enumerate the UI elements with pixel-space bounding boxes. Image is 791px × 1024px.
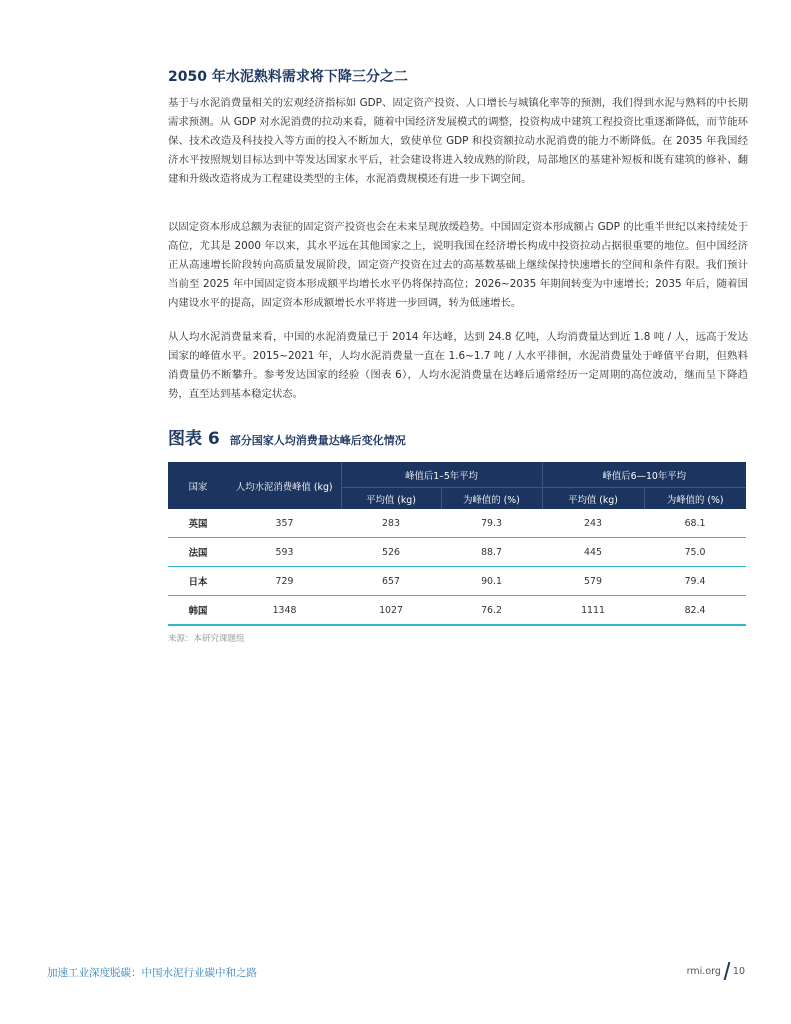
- cell-avg-1: 1027: [341, 596, 441, 626]
- header-avg-1: 平均值 (kg): [341, 488, 441, 510]
- cell-peak: 1348: [228, 596, 341, 626]
- cell-pct-2: 68.1: [644, 509, 746, 538]
- cell-pct-1: 88.7: [441, 538, 542, 567]
- cell-country: 英国: [168, 509, 228, 538]
- table-row: [168, 509, 746, 538]
- cell-avg-1: 283: [341, 509, 441, 538]
- paragraph-3: 从人均水泥消费量来看，中国的水泥消费量已于 2014 年达峰，达到 24.8 亿吨，人均消费量达到近 1.8 吨 / 人，远高于发达国家的峰值水平。2015~2021 年，人均水泥消费量一直在 1.6~1.7 吨 / 人水平徘徊，水泥消费量处于峰值平台期，但熟料消费量仍不断攀升。参考发达国家的经验（图表 6），人均水泥消费量在达峰后通常经历一定周期的高位波动，继而呈下降趋势，直至达到基本稳定状态。: [168, 331, 748, 400]
- footer-report-title: 加速工业深度脱碳：中国水泥行业碳中和之路: [47, 967, 257, 979]
- source-note: 来源：本研究课题组: [168, 634, 245, 644]
- figure-label: 图表 6: [168, 429, 220, 449]
- header-pct-2: 为峰值的 (%): [644, 488, 746, 510]
- figure-title: [168, 424, 406, 449]
- cell-pct-2: 79.4: [644, 567, 746, 596]
- table-row: [168, 538, 746, 567]
- cell-country: 日本: [168, 567, 228, 596]
- page-number: 10: [732, 965, 745, 977]
- table-row: [168, 567, 746, 596]
- footer-site-link[interactable]: rmi.org: [686, 965, 721, 977]
- cell-pct-1: 90.1: [441, 567, 542, 596]
- header-group-1-5: 峰值后1–5年平均: [341, 462, 542, 488]
- cell-avg-1: 657: [341, 567, 441, 596]
- header-country: 国家: [168, 462, 228, 509]
- cell-peak: 729: [228, 567, 341, 596]
- paragraph-1: 基于与水泥消费量相关的宏观经济指标如 GDP、固定资产投资、人口增长与城镇化率等的预测，我们得到水泥与熟料的中长期需求预测。从 GDP 对水泥消费的拉动来看，随着中国经济发展模式的调整，投资构成中建筑工程投资比重逐渐降低，而节能环保、技术改造及科技投入等方面的投入不断加大，致使单位 GDP 和投资额拉动水泥消费的能力不断降低。在 2035 年我国经济水平按照规划目标达到中等发达国家水平后，社会建设将进入较成熟的阶段，局部地区的基建补短板和既有建筑的修补、翻建和升级改造将成为工程建设类型的主体，水泥消费规模还有进一步下调空间。: [168, 97, 748, 185]
- header-peak: 人均水泥消费峰值 (kg): [228, 462, 341, 509]
- figure-caption: 部分国家人均消费量达峰后变化情况: [229, 434, 406, 447]
- header-pct-1: 为峰值的 (%): [441, 488, 542, 510]
- cell-pct-1: 76.2: [441, 596, 542, 626]
- cell-peak: 593: [228, 538, 341, 567]
- table-row: [168, 596, 746, 626]
- header-group-6-10: 峰值后6—10年平均: [542, 462, 746, 488]
- cell-pct-1: 79.3: [441, 509, 542, 538]
- cell-peak: 357: [228, 509, 341, 538]
- cell-avg-2: 579: [542, 567, 644, 596]
- footer-page-info: [687, 962, 745, 980]
- cell-avg-2: 445: [542, 538, 644, 567]
- header-avg-2: 平均值 (kg): [542, 488, 644, 510]
- cell-avg-2: 243: [542, 509, 644, 538]
- data-table: [168, 462, 746, 626]
- slash-divider: [723, 962, 730, 980]
- cell-country: 韩国: [168, 596, 228, 626]
- cell-avg-1: 526: [341, 538, 441, 567]
- cell-pct-2: 75.0: [644, 538, 746, 567]
- paragraph-2: 以固定资本形成总额为表征的固定资产投资也会在未来呈现放缓趋势。中国固定资本形成额占 GDP 的比重半世纪以来持续处于高位，尤其是 2000 年以来，其水平远在其他国家之上，说明我国在经济增长构成中投资拉动占据很重要的地位。但中国经济正从高速增长阶段转向高质量发展阶段，固定资产投资在过去的高基数基础上继续保持快速增长的空间和条件有限。我们预计当前至 2025 年中国固定资本形成额平均增长水平仍将保持高位；2026~2035 年期间转变为中速增长；2035 年后，随着国内建设水平的提高，固定资本形成额增长水平将进一步回调，转为低速增长。: [168, 221, 748, 309]
- cell-pct-2: 82.4: [644, 596, 746, 626]
- table-header-row: [168, 462, 746, 488]
- cell-avg-2: 1111: [542, 596, 644, 626]
- section-heading: 2050 年水泥熟料需求将下降三分之二: [168, 69, 408, 85]
- cell-country: 法国: [168, 538, 228, 567]
